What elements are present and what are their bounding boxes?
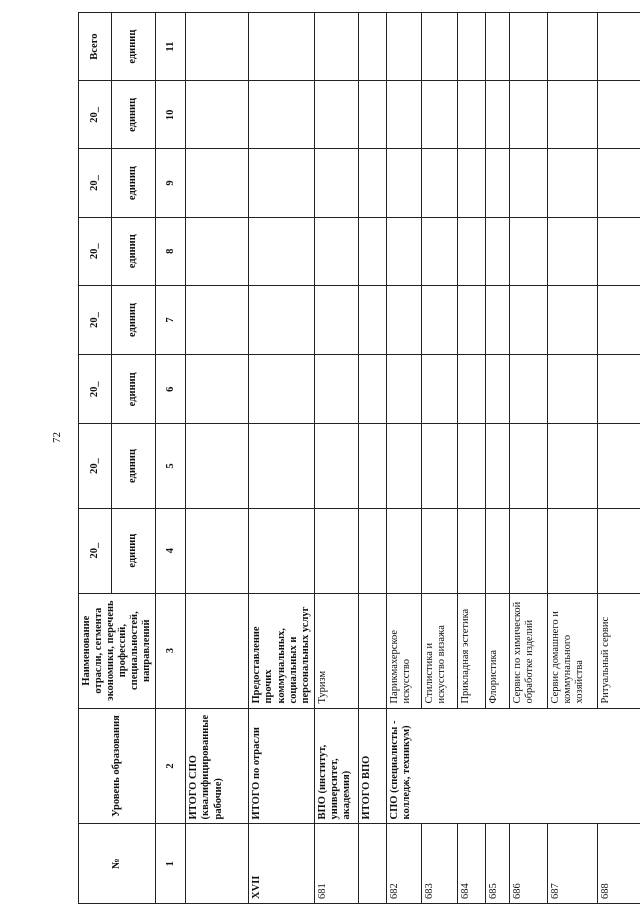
col-name-header: Наименование отрасли, сегмента экономики, перечень профессий, специальностей, направлений: [79, 593, 156, 708]
numbering-row: [156, 13, 186, 904]
row-number: 687: [547, 824, 597, 904]
units-label: единиц: [111, 81, 156, 149]
column-number: 6: [156, 355, 186, 424]
row-number: 683: [421, 824, 457, 904]
row-number: 688: [597, 824, 640, 904]
specialty-name: [186, 593, 249, 708]
specialty-name: [358, 593, 386, 708]
column-number: 4: [156, 508, 186, 593]
row-number: 686: [509, 824, 547, 904]
row-number: [186, 824, 249, 904]
specialty-name: Прикладная эстетика: [457, 593, 485, 708]
education-level: [421, 708, 457, 824]
row-number: XVII: [249, 824, 314, 904]
education-level: ВПО (институт, университет, академия): [314, 708, 358, 824]
specialty-name: Сервис по химической обработке изделий: [509, 593, 547, 708]
specialty-name: Предоставление прочих коммунальных, социальных и персональных услуг: [249, 593, 314, 708]
column-number: 3: [156, 593, 186, 708]
specialty-name: Флористика: [485, 593, 509, 708]
rotated-table-container: [78, 12, 624, 904]
year-header: 20_: [79, 355, 112, 424]
column-number: 1: [156, 824, 186, 904]
units-label: единиц: [111, 13, 156, 81]
table-row: [485, 13, 509, 904]
year-header: 20_: [79, 424, 112, 508]
education-level: [457, 708, 485, 824]
education-level: [509, 708, 547, 824]
column-number: 7: [156, 285, 186, 354]
year-header: 20_: [79, 217, 112, 285]
column-number: 2: [156, 708, 186, 824]
table-row: [547, 13, 597, 904]
education-level: [597, 708, 640, 824]
education-level: ИТОГО СПО (квалифицированные рабочие): [186, 708, 249, 824]
units-label: единиц: [111, 508, 156, 593]
specialty-name: Стилистика и искусство визажа: [421, 593, 457, 708]
specialty-name: Сервис домашнего и коммунального хозяйства: [547, 593, 597, 708]
table-row: [314, 13, 358, 904]
specialty-name: Туризм: [314, 593, 358, 708]
row-number: 684: [457, 824, 485, 904]
page-number: 72: [51, 432, 63, 443]
column-number: 10: [156, 81, 186, 149]
column-number: 5: [156, 424, 186, 508]
education-level: СПО (специалисты - колледж, техникум): [386, 708, 421, 824]
table-row: [386, 13, 421, 904]
year-header: 20_: [79, 508, 112, 593]
year-header: 20_: [79, 285, 112, 354]
col-level-header: Уровень образования: [79, 708, 156, 824]
table-row: [457, 13, 485, 904]
header-row: [79, 13, 112, 904]
year-header: 20_: [79, 81, 112, 149]
table-row: [249, 13, 314, 904]
column-number: 9: [156, 149, 186, 217]
year-header: 20_: [79, 149, 112, 217]
units-label: единиц: [111, 217, 156, 285]
units-label: единиц: [111, 424, 156, 508]
table-row: [186, 13, 249, 904]
education-level: ИТОГО по отрасли: [249, 708, 314, 824]
table-row: [421, 13, 457, 904]
col-no-header: №: [79, 824, 156, 904]
table-row: [597, 13, 640, 904]
column-number: 11: [156, 13, 186, 81]
row-number: 681: [314, 824, 358, 904]
row-number: 685: [485, 824, 509, 904]
units-label: единиц: [111, 285, 156, 354]
column-number: 8: [156, 217, 186, 285]
education-level: ИТОГО ВПО: [358, 708, 386, 824]
row-number: 682: [386, 824, 421, 904]
education-table: [78, 12, 640, 904]
units-label: единиц: [111, 355, 156, 424]
education-level: [547, 708, 597, 824]
specialty-name: Парикмахерское искусство: [386, 593, 421, 708]
specialty-name: Ритуальный сервис: [597, 593, 640, 708]
row-number: [358, 824, 386, 904]
education-level: [485, 708, 509, 824]
table-row: [358, 13, 386, 904]
total-header: Всего: [79, 13, 112, 81]
table-row: [509, 13, 547, 904]
units-label: единиц: [111, 149, 156, 217]
